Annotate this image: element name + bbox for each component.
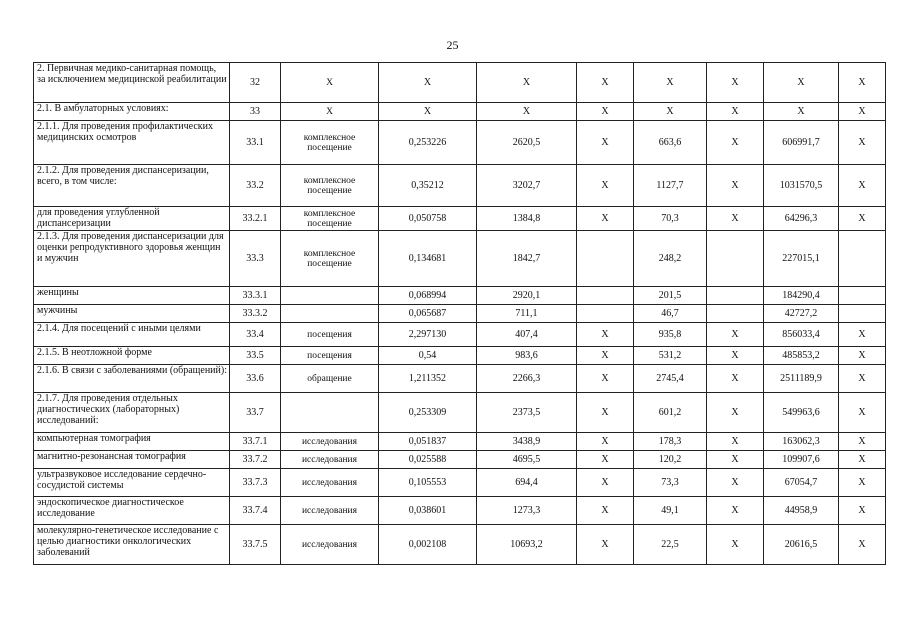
row-value: 46,7 — [634, 305, 707, 323]
row-value: Х — [577, 433, 634, 451]
row-value: Х — [577, 365, 634, 393]
row-value: 1384,8 — [477, 207, 577, 231]
row-code: 33.1 — [230, 121, 281, 165]
table-row — [34, 347, 886, 365]
row-value: Х — [577, 393, 634, 433]
row-value — [577, 287, 634, 305]
row-value: Х — [707, 497, 764, 525]
row-name: 2.1.1. Для проведения профилактических медицинских осмотров — [34, 121, 230, 165]
row-name: молекулярно-генетическое исследование с целью диагностики онкологических заболеваний — [34, 525, 230, 565]
row-name: 2.1. В амбулаторных условиях: — [34, 103, 230, 121]
row-code: 33.6 — [230, 365, 281, 393]
row-unit — [281, 393, 379, 433]
row-value: Х — [839, 165, 886, 207]
row-value: 163062,3 — [764, 433, 839, 451]
row-value: 0,253309 — [379, 393, 477, 433]
table-row — [34, 433, 886, 451]
row-value: Х — [839, 103, 886, 121]
table-row — [34, 231, 886, 287]
row-unit: Х — [281, 63, 379, 103]
row-value: Х — [839, 451, 886, 469]
row-value: Х — [707, 525, 764, 565]
row-code: 33.3 — [230, 231, 281, 287]
row-unit — [281, 305, 379, 323]
table-row — [34, 165, 886, 207]
row-name: женщины — [34, 287, 230, 305]
row-name: для проведения углубленной диспансеризации — [34, 207, 230, 231]
row-code: 33.3.1 — [230, 287, 281, 305]
row-value: Х — [839, 323, 886, 347]
row-code: 33.7.2 — [230, 451, 281, 469]
row-value: 0,068994 — [379, 287, 477, 305]
row-value: 42727,2 — [764, 305, 839, 323]
row-code: 33.7.4 — [230, 497, 281, 525]
row-value: 0,105553 — [379, 469, 477, 497]
row-name: 2. Первичная медико-санитарная помощь, за исключением медицинской реабилитации — [34, 63, 230, 103]
row-value: Х — [839, 347, 886, 365]
row-value: Х — [839, 207, 886, 231]
row-value: Х — [707, 121, 764, 165]
row-value: 2920,1 — [477, 287, 577, 305]
row-name: 2.1.5. В неотложной форме — [34, 347, 230, 365]
row-value: 22,5 — [634, 525, 707, 565]
row-value: Х — [477, 63, 577, 103]
row-value: 248,2 — [634, 231, 707, 287]
row-code: 33.2.1 — [230, 207, 281, 231]
row-value: 694,4 — [477, 469, 577, 497]
row-value: 2373,5 — [477, 393, 577, 433]
row-value: Х — [577, 207, 634, 231]
row-value: 227015,1 — [764, 231, 839, 287]
row-value: Х — [634, 103, 707, 121]
row-unit: комплексное посещение — [281, 121, 379, 165]
row-unit — [281, 287, 379, 305]
row-value: Х — [839, 469, 886, 497]
row-value: Х — [707, 63, 764, 103]
table-row — [34, 451, 886, 469]
row-unit: посещения — [281, 323, 379, 347]
row-value: Х — [839, 365, 886, 393]
row-value: Х — [707, 451, 764, 469]
row-value: 109907,6 — [764, 451, 839, 469]
row-code: 33.7.1 — [230, 433, 281, 451]
table-row — [34, 525, 886, 565]
row-value: Х — [707, 433, 764, 451]
row-value — [577, 231, 634, 287]
row-value: 201,5 — [634, 287, 707, 305]
row-value: 2511189,9 — [764, 365, 839, 393]
row-code: 33 — [230, 103, 281, 121]
row-value: 3438,9 — [477, 433, 577, 451]
row-value: Х — [577, 451, 634, 469]
row-value: Х — [707, 103, 764, 121]
page-number: 25 — [446, 38, 459, 52]
row-value: 935,8 — [634, 323, 707, 347]
row-value: Х — [707, 323, 764, 347]
row-value — [839, 231, 886, 287]
row-value: 44958,9 — [764, 497, 839, 525]
table-row — [34, 207, 886, 231]
row-value: 1,211352 — [379, 365, 477, 393]
row-value: 70,3 — [634, 207, 707, 231]
row-code: 33.7.5 — [230, 525, 281, 565]
row-value: 0,54 — [379, 347, 477, 365]
row-name: 2.1.4. Для посещений с иными целями — [34, 323, 230, 347]
row-value: Х — [379, 63, 477, 103]
row-value: 2620,5 — [477, 121, 577, 165]
row-value: 0,038601 — [379, 497, 477, 525]
table-row — [34, 323, 886, 347]
row-value: 3202,7 — [477, 165, 577, 207]
table-row — [34, 63, 886, 103]
row-value: Х — [764, 103, 839, 121]
row-value: 0,025588 — [379, 451, 477, 469]
row-value: 1273,3 — [477, 497, 577, 525]
row-code: 33.7 — [230, 393, 281, 433]
row-value: 856033,4 — [764, 323, 839, 347]
row-value: Х — [379, 103, 477, 121]
row-code: 33.7.3 — [230, 469, 281, 497]
row-value: Х — [839, 497, 886, 525]
row-code: 33.3.2 — [230, 305, 281, 323]
row-value — [839, 305, 886, 323]
row-value: Х — [577, 347, 634, 365]
row-value: Х — [634, 63, 707, 103]
row-value: 20616,5 — [764, 525, 839, 565]
row-unit: исследования — [281, 469, 379, 497]
row-value: 120,2 — [634, 451, 707, 469]
row-value: 531,2 — [634, 347, 707, 365]
row-value: 10693,2 — [477, 525, 577, 565]
row-value: Х — [577, 63, 634, 103]
row-value: 0,050758 — [379, 207, 477, 231]
row-value: 0,134681 — [379, 231, 477, 287]
row-name: 2.1.7. Для проведения отдельных диагностических (лабораторных) исследований: — [34, 393, 230, 433]
row-value: 1842,7 — [477, 231, 577, 287]
row-value: 0,051837 — [379, 433, 477, 451]
table-row — [34, 393, 886, 433]
row-value: Х — [839, 121, 886, 165]
row-code: 33.2 — [230, 165, 281, 207]
row-unit: исследования — [281, 497, 379, 525]
row-unit: исследования — [281, 433, 379, 451]
row-value: Х — [707, 365, 764, 393]
row-value — [707, 287, 764, 305]
row-value: 983,6 — [477, 347, 577, 365]
row-value: 73,3 — [634, 469, 707, 497]
row-value: Х — [839, 393, 886, 433]
row-value: 2,297130 — [379, 323, 477, 347]
row-value: Х — [577, 121, 634, 165]
row-value: 606991,7 — [764, 121, 839, 165]
row-name: мужчины — [34, 305, 230, 323]
row-value: Х — [577, 525, 634, 565]
row-unit: исследования — [281, 451, 379, 469]
row-code: 33.5 — [230, 347, 281, 365]
row-value — [577, 305, 634, 323]
row-value: Х — [707, 469, 764, 497]
row-value: Х — [839, 433, 886, 451]
row-value: 1031570,5 — [764, 165, 839, 207]
row-value: Х — [839, 63, 886, 103]
row-value: 601,2 — [634, 393, 707, 433]
row-name: ультразвуковое исследование сердечно-сосудистой системы — [34, 469, 230, 497]
table-row — [34, 305, 886, 323]
row-value: 2266,3 — [477, 365, 577, 393]
row-value: 0,253226 — [379, 121, 477, 165]
row-value: 485853,2 — [764, 347, 839, 365]
row-value: 0,002108 — [379, 525, 477, 565]
row-value: Х — [477, 103, 577, 121]
row-value: Х — [577, 497, 634, 525]
row-value: 0,065687 — [379, 305, 477, 323]
row-name: 2.1.3. Для проведения диспансеризации для оценки репродуктивного здоровья женщин и мужчин — [34, 231, 230, 287]
data-table — [33, 62, 886, 565]
row-name: 2.1.6. В связи с заболеваниями (обращений): — [34, 365, 230, 393]
row-value: Х — [577, 165, 634, 207]
row-value: Х — [577, 103, 634, 121]
row-unit: комплексное посещение — [281, 165, 379, 207]
row-unit: Х — [281, 103, 379, 121]
row-unit: посещения — [281, 347, 379, 365]
row-name: 2.1.2. Для проведения диспансеризации, всего, в том числе: — [34, 165, 230, 207]
row-value: 711,1 — [477, 305, 577, 323]
row-value: 49,1 — [634, 497, 707, 525]
table-row — [34, 103, 886, 121]
row-value: 4695,5 — [477, 451, 577, 469]
row-value: 184290,4 — [764, 287, 839, 305]
row-value: Х — [764, 63, 839, 103]
row-value — [707, 305, 764, 323]
row-unit: исследования — [281, 525, 379, 565]
row-value: 1127,7 — [634, 165, 707, 207]
row-value: 67054,7 — [764, 469, 839, 497]
row-value: Х — [707, 347, 764, 365]
row-value: Х — [577, 323, 634, 347]
row-value: 549963,6 — [764, 393, 839, 433]
row-value: 0,35212 — [379, 165, 477, 207]
table-row — [34, 469, 886, 497]
row-unit: обращение — [281, 365, 379, 393]
row-unit: комплексное посещение — [281, 207, 379, 231]
row-value: 178,3 — [634, 433, 707, 451]
row-value — [707, 231, 764, 287]
table-row — [34, 365, 886, 393]
row-value: Х — [707, 393, 764, 433]
row-value: Х — [839, 525, 886, 565]
row-code: 33.4 — [230, 323, 281, 347]
row-code: 32 — [230, 63, 281, 103]
row-value: Х — [707, 165, 764, 207]
table-row — [34, 287, 886, 305]
row-value: Х — [707, 207, 764, 231]
row-value: 2745,4 — [634, 365, 707, 393]
row-value — [839, 287, 886, 305]
table-row — [34, 497, 886, 525]
table-row — [34, 121, 886, 165]
row-unit: комплексное посещение — [281, 231, 379, 287]
row-name: компьютерная томография — [34, 433, 230, 451]
row-value: 407,4 — [477, 323, 577, 347]
row-name: магнитно-резонансная томография — [34, 451, 230, 469]
row-value: 64296,3 — [764, 207, 839, 231]
row-name: эндоскопическое диагностическое исследование — [34, 497, 230, 525]
row-value: Х — [577, 469, 634, 497]
row-value: 663,6 — [634, 121, 707, 165]
